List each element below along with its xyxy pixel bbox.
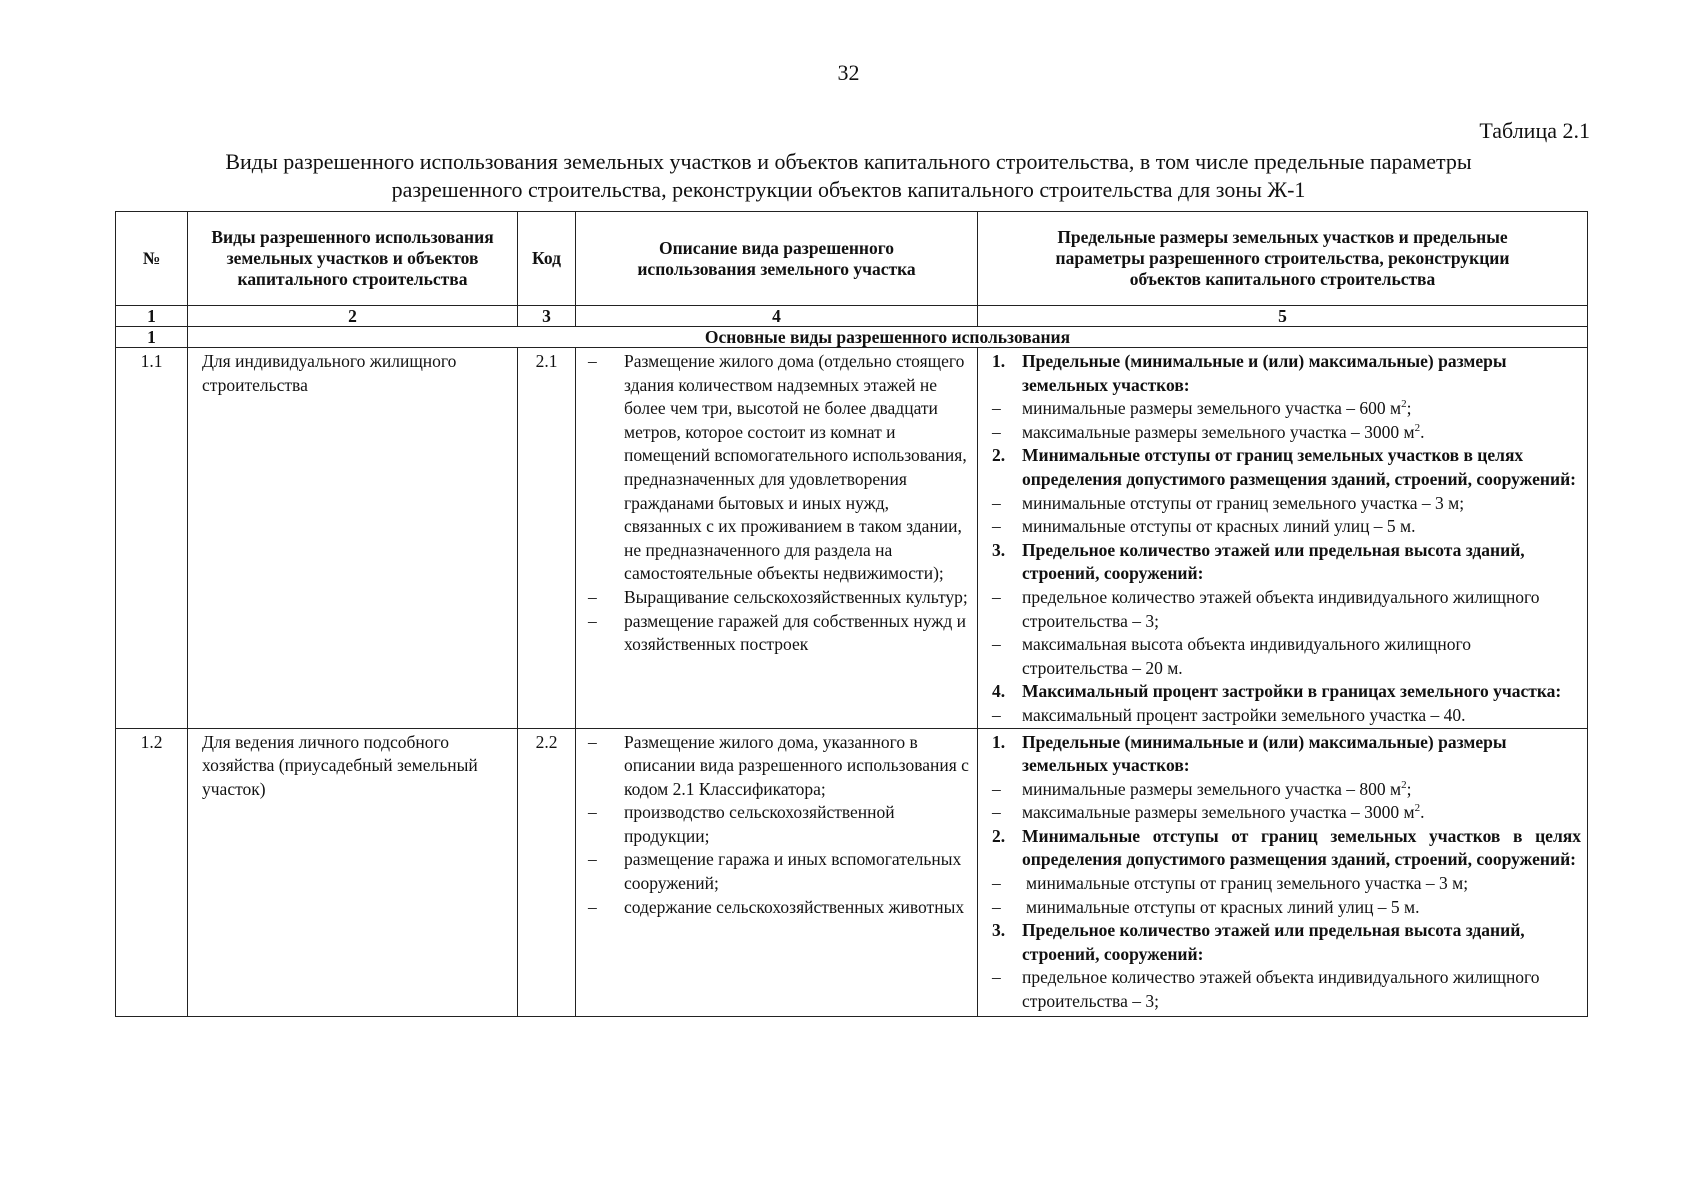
description-item: – Выращивание сельскохозяйственных культур; [576,586,971,610]
table-row [116,728,1588,1016]
column-number-row [116,306,1588,327]
table-row [116,348,1588,729]
param-item: – максимальная высота объекта индивидуального жилищного строительства – 20 м. [978,633,1581,680]
param-item: – минимальные размеры земельного участка – 800 $м^2$; [978,778,1581,802]
param-item: – максимальный процент застройки земельного участка – 40. [978,704,1581,728]
column-number: 4 [576,306,978,327]
param-title: 4. Максимальный процент застройки в границах земельного участка: [992,681,1562,702]
table-title-line-1: Виды разрешенного использования земельных участков и объектов капитального строительства, в том числе предельные параметры [225,149,1472,174]
row-code: 2.2 [518,728,576,1016]
column-number: 3 [518,306,576,327]
param-block [978,731,1581,825]
param-block [978,825,1581,919]
row-description [576,348,978,729]
header-params: Предельные размеры земельных участков и предельные параметры разрешенного строительства, реконструкции объектов капитального строительства [978,212,1588,306]
section-row [116,327,1588,348]
page-number: 32 [837,60,860,85]
param-block [978,350,1581,444]
land-use-table [115,211,1588,1017]
header-code: Код [518,212,576,306]
param-title: 3. Предельное количество этажей или предельная высота зданий, строений, сооружений: [992,539,1525,584]
table-header-row [116,212,1588,306]
param-item: – минимальные отступы от красных линий улиц – 5 м. [978,896,1581,920]
table-label: Таблица 2.1 [1479,118,1590,143]
row-parameters [978,728,1588,1016]
param-title: 1. Предельные (минимальные и (или) максимальные) размеры земельных участков: [992,731,1507,776]
header-types: Виды разрешенного использования земельных участков и объектов капитального строительства [188,212,518,306]
table-title-line-2: разрешенного строительства, реконструкции объектов капитального строительства для зоны Ж-1 [391,177,1306,202]
param-item: – максимальные размеры земельного участка – 3000 $м^2$. [978,421,1581,445]
row-description [576,728,978,1016]
param-item: – предельное количество этажей объекта индивидуального жилищного строительства – 3; [978,586,1581,633]
row-number: 1.1 [116,348,188,729]
param-block [978,680,1581,727]
description-item: – Размещение жилого дома, указанного в описании вида разрешенного использования с кодом 2.1 Классификатора; [576,731,971,802]
param-item: – предельное количество этажей объекта индивидуального жилищного строительства – 3; [978,966,1581,1013]
column-number: 2 [188,306,518,327]
param-block [978,539,1581,681]
section-number: 1 [116,327,188,348]
param-block [978,444,1581,538]
param-item: – минимальные размеры земельного участка – 600 $м^2$; [978,397,1581,421]
row-code: 2.1 [518,348,576,729]
description-item: – размещение гаражей для собственных нужд и хозяйственных построек [576,610,971,657]
description-item: – содержание сельскохозяйственных животных [576,896,971,920]
row-use-type: Для ведения личного подсобного хозяйства (приусадебный земельный участок) [188,728,518,1016]
param-title: 2. Минимальные отступы от границ земельных участков в целях определения допустимого размещения зданий, строений, сооружений: [992,825,1581,870]
param-item: – минимальные отступы от границ земельного участка – 3 м; [978,492,1581,516]
param-title: 3. Предельное количество этажей или предельная высота зданий, строений, сооружений: [992,920,1525,964]
section-title: Основные виды разрешенного использования [188,327,1588,348]
column-number: 5 [978,306,1588,327]
param-title: 1. Предельные (минимальные и (или) максимальные) размеры земельных участков: [992,351,1507,395]
param-item: – максимальные размеры земельного участка – 3000 $м^2$. [978,801,1581,825]
row-number: 1.2 [116,728,188,1016]
param-item: – минимальные отступы от красных линий улиц – 5 м. [978,515,1581,539]
row-parameters [978,348,1588,729]
header-no: № [116,212,188,306]
param-block [978,919,1581,1013]
column-number: 1 [116,306,188,327]
table-title [120,148,1577,204]
row-use-type: Для индивидуального жилищного строительства [188,348,518,729]
param-item: – минимальные отступы от границ земельного участка – 3 м; [978,872,1581,896]
description-item: – производство сельскохозяйственной продукции; [576,801,971,848]
param-title: 2. Минимальные отступы от границ земельных участков в целях определения допустимого размещения зданий, строений, сооружений: [992,445,1576,489]
description-item: – размещение гаража и иных вспомогательных сооружений; [576,848,971,895]
description-item: – Размещение жилого дома (отдельно стоящего здания количеством надземных этажей не более чем три, высотой не более двадцати метров, которое состоит из комнат и помещений вспомогательного использования, предназначенных для удовлетворения гражданами бытовых и иных нужд, связанных с их проживанием в таком здании, не предназначенного для раздела на самостоятельные объекты недвижимости); [576,350,971,586]
header-description: Описание вида разрешенного использования земельного участка [576,212,978,306]
